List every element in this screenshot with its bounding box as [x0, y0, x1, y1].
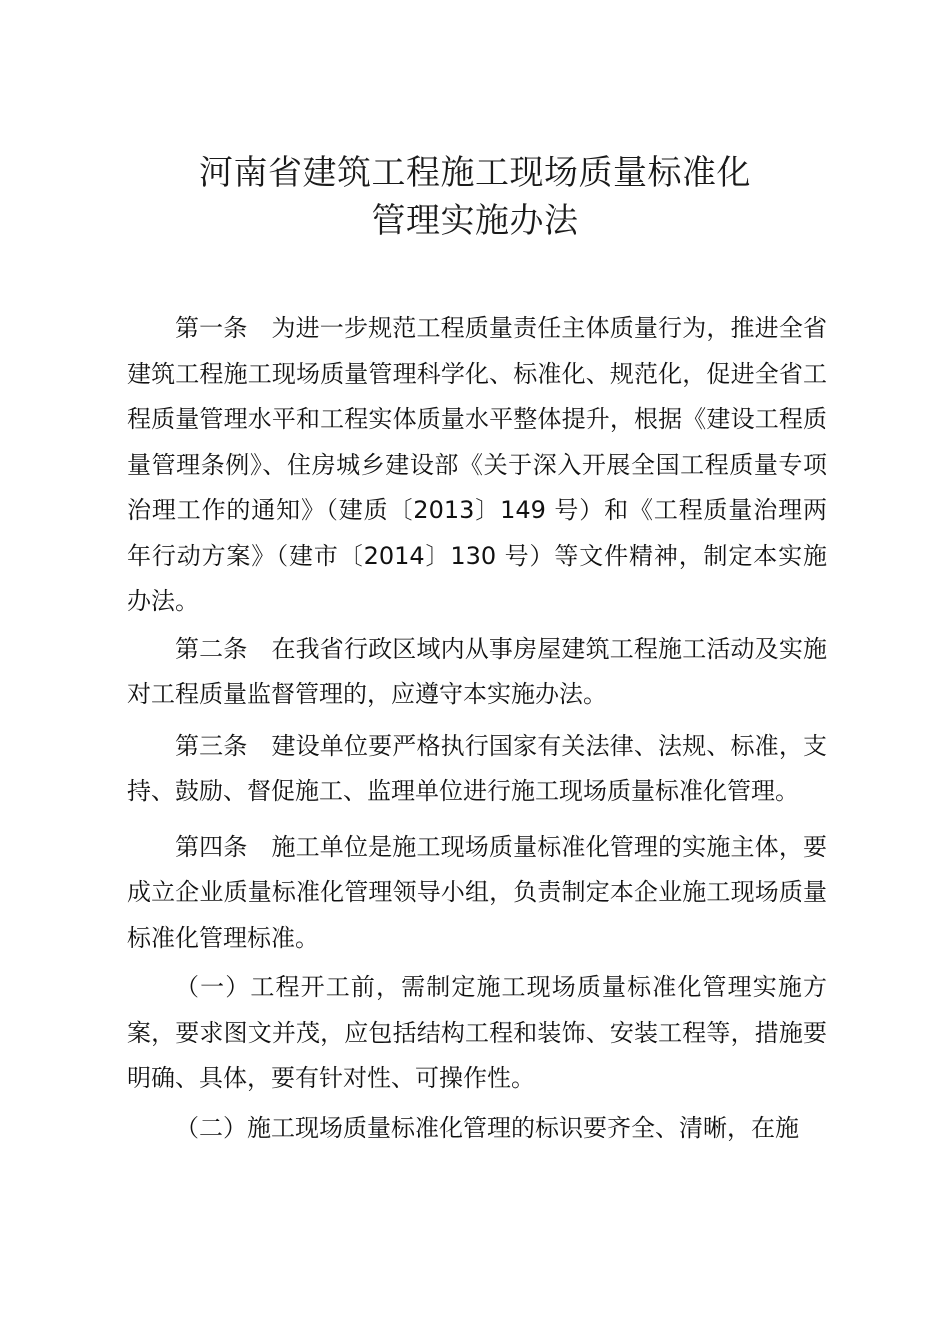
item-1-text: （一）工程开工前，需制定施工现场质量标准化管理实施方案，要求图文并茂，应包括结构工程和装饰、安装工程等，措施要明确、具体，要有针对性、可操作性。	[127, 973, 827, 1092]
article-3-heading: 第三条	[175, 731, 248, 760]
article-2-paragraph	[127, 627, 827, 718]
article-4-paragraph	[127, 825, 827, 962]
article-2-text: 在我省行政区域内从事房屋建筑工程施工活动及实施对工程质量监督管理的，应遵守本实施办法。	[127, 634, 828, 708]
article-2-heading: 第二条	[175, 634, 248, 663]
article-1-text: 为进一步规范工程质量责任主体质量行为，推进全省建筑工程施工现场质量管理科学化、标准化、规范化，促进全省工程质量管理水平和工程实体质量水平整体提升，根据《建设工程质量管理条例》、住房城乡建设部《关于深入开展全国工程质量专项治理工作的通知》（建质〔2013〕149 号）和《工程质量治理两年行动方案》（建市〔2014〕130 号）等文件精神，制定本实施办法。	[127, 314, 828, 615]
article-4-text: 施工单位是施工现场质量标准化管理的实施主体，要成立企业质量标准化管理领导小组，负责制定本企业施工现场质量标准化管理标准。	[127, 832, 828, 952]
article-1-paragraph	[127, 306, 827, 625]
article-3-text: 建设单位要严格执行国家有关法律、法规、标准，支持、鼓励、督促施工、监理单位进行施工现场质量标准化管理。	[127, 731, 828, 805]
item-2-text: （二）施工现场质量标准化管理的标识要齐全、清晰，在施	[175, 1113, 799, 1142]
document-title-line-1: 河南省建筑工程施工现场质量标准化	[199, 153, 751, 193]
article-4-heading: 第四条	[175, 832, 248, 861]
item-2-paragraph	[127, 1106, 827, 1152]
document-title-line-2: 管理实施办法	[371, 201, 579, 241]
article-3-paragraph	[127, 724, 827, 815]
item-1-paragraph	[127, 965, 827, 1102]
document-body	[127, 306, 827, 1151]
article-1-heading: 第一条	[175, 314, 248, 342]
